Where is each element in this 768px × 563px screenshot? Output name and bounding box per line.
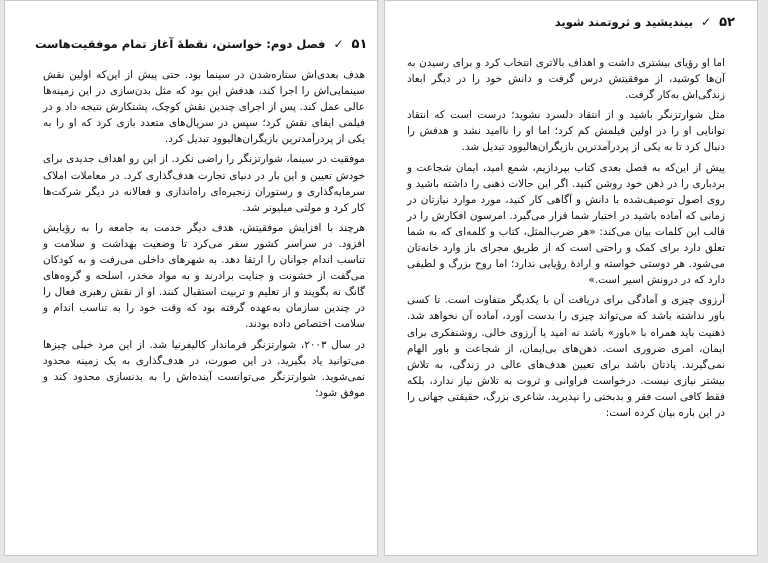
book-title: بیندیشید و ثروتمند شوید	[554, 15, 694, 29]
right-book-page	[384, 0, 758, 556]
page-number: ۵۱	[351, 37, 368, 52]
left-book-page	[4, 0, 378, 556]
page-body	[407, 55, 725, 421]
check-mark-icon: ✓	[333, 37, 344, 51]
chapter-title: فصل دوم: خواستن، نقطهٔ آغاز تمام موفقیت‌هاست	[35, 37, 326, 51]
paragraph: در سال ۲۰۰۳، شوارتزنگر فرماندار کالیفرنیا شد. از این مرد خیلی چیزها می‌توانید یاد بگیرید. در این صورت، در هدف‌گذاری به یک زمینه محدود نمی‌شوید. شوارتزنگر می‌توانست آینده‌اش را به بدنسازی محدود کند و موفق شود؛	[43, 338, 365, 399]
page-number: ۵۲	[719, 15, 735, 30]
check-mark-icon: ✓	[701, 15, 712, 29]
page-body	[43, 67, 365, 401]
paragraph: اما او رؤیای بیشتری داشت و اهداف بالاتری انتخاب کرد و برای رسیدن به آن‌ها کوشید، از موفقیتش درس گرفت و دانش خود را در دیگر ابعاد زندگی‌اش به‌کار گرفت.	[407, 57, 725, 102]
paragraph: آرزوی چیزی و آمادگی برای دریافت آن با یکدیگر متفاوت است. تا کسی باور نداشته باشد که می‌تواند چیزی را بدست آورد، آماده آن نخواهد شد. ذهنیت باید همراه با «باور» باشد نه امید یا آرزوی خالی. روشنفکری برای ایمان، امری ضروری است. ذهن‌های بی‌ایمان، از شجاعت و باور الهام نمی‌گیرند. یادتان باشد برای تعیین هدف‌های عالی در زندگی، به تلاش بیشتر نیازی نیست. درخواست فراوانی و ثروت به تلاش نیاز ندارد، بلکه فقط کافی است فقر و بدبختی را نپذیرید. شاعری بزرگ، حقیقتی جهانی را در این باره بیان کرده است:	[407, 294, 725, 419]
page-header	[555, 15, 735, 30]
paragraph: موفقیت در سینما، شوارتزنگر را راضی نکرد. از این رو اهداف جدیدی برای خودش تعیین و این بار در دنیای تجارت هدف‌گذاری کرد. در معاملات املاک سرمایه‌گذاری و رستوران زنجیره‌ای راه‌اندازی و فعالانه در دیگر شرکت‌ها کار کرد و مولتی میلیونر شد.	[43, 153, 365, 214]
page-header	[35, 37, 367, 52]
paragraph: هدف بعدی‌اش ستاره‌شدن در سینما بود. حتی پیش از این‌که اولین نقش سینمایی‌اش را اجرا کند، هدفش این بود که مثل بدن‌سازی در این زمینه‌ها عالی عمل کند. پس از اجرای چندین نقش کوچک، پشتکارش نتیجه داد و در فیلمی ایفای نقش کرد؛ سپس در سریال‌های متعدد بازی کرد که او را به یکی از پردرآمدترین بازیگران‌هالیوود تبدیل کرد.	[43, 69, 365, 146]
paragraph: هرچند با افزایش موفقیتش، هدف دیگر خدمت به جامعه را به رؤیایش افزود. در سراسر کشور سفر می‌کرد تا وضعیت بهداشت و سلامت و تناسب اندام جوانان را ارتقا دهد. به شهرهای داخلی می‌رفت و به کودکان می‌گفت از خشونت و جنایت برادرند و به مواد مخدر، اسلحه و گروه‌های گانگ نه بگویند و از تعلیم و تربیت استقبال کنند. او از نقش رهبری فعال را در چندین سازمان به‌عهده گرفته بود که وقت خود را به تناسب اندام و سلامت اختصاص داده بودند.	[43, 221, 365, 331]
paragraph: پیش از این‌که به فصل بعدی کتاب بپردازیم، شمع امید، ایمان شجاعت و بردباری را در ذهن خود روشن کنید. اگر این حالات ذهنی را داشته باشید و روی اصول توصیف‌شده با دانش و آگاهی کار کنید، مورد موارد نیازتان در زمانی که آماده باشید در اختیار شما قرار می‌گیرد. امرسون افکارش را در قالب این کلمات بیان می‌کند: «هر ضرب‌المثل، کتاب و کلمه‌ای که به شما تعلق دارد برای کمک و راحتی است که از طریق مجرای باز وارد خانه‌تان می‌شود. هر دوستی خواسته و ارادهٔ رؤیایی ندارد؛ اما روح بزرگ و لطیفی دارد که در درونش اسیر است.»	[407, 161, 725, 287]
paragraph: مثل شوارتزنگر باشید و از انتقاد دلسرد نشوید؛ درست است که انتقاد توانایی او را در اولین فیلمش کم کرد؛ اما او را ناامید نشد و هدفش را دنبال کرد تا به یکی از پردرآمدترین بازیگران‌هالیوود تبدیل شد.	[407, 109, 725, 154]
